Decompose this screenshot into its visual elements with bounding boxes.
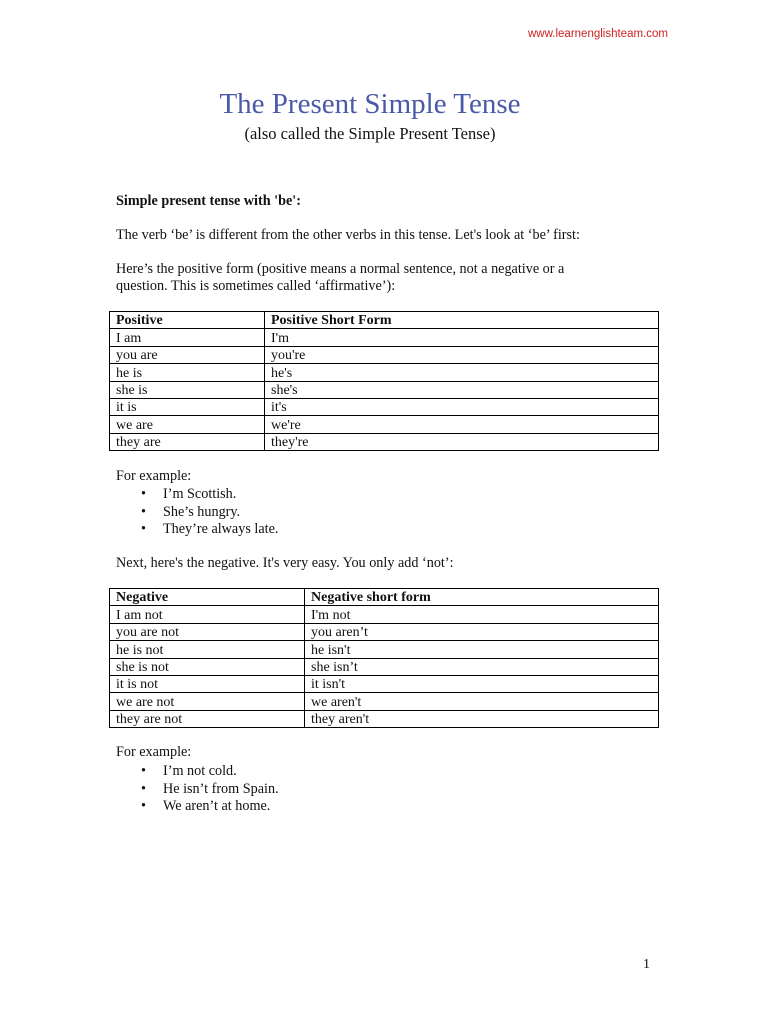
table-cell: I'm not (305, 606, 659, 623)
table-row (110, 675, 659, 692)
table-cell: she's (265, 381, 659, 398)
example-text: I’m not cold. (163, 763, 237, 779)
table-cell: he is (110, 364, 265, 381)
table-cell: he is not (110, 641, 305, 658)
table-cell: you're (265, 346, 659, 363)
table-cell: I'm (265, 329, 659, 346)
list-item (116, 798, 279, 816)
list-item (116, 763, 279, 781)
example-text: They’re always late. (163, 521, 279, 537)
table-cell: I am (110, 329, 265, 346)
page-subtitle: (also called the Simple Present Tense) (244, 124, 496, 143)
negative-intro: Next, here's the negative. It's very easy. You only add ‘not’: (116, 555, 454, 571)
table-cell: it isn't (305, 675, 659, 692)
table-cell: it is (110, 398, 265, 415)
table-cell: she is not (110, 658, 305, 675)
table-cell: they are not (110, 710, 305, 727)
intro-paragraph: The verb ‘be’ is different from the other verbs in this tense. Let's look at ‘be’ first: (116, 227, 580, 243)
positive-intro-line-2: question. This is sometimes called ‘affirmative’): (116, 278, 396, 294)
page-title: The Present Simple Tense (219, 88, 521, 120)
table-row (110, 710, 659, 727)
bullet-icon: • (141, 763, 146, 779)
table-cell: you are (110, 346, 265, 363)
negative-table (109, 588, 659, 728)
table-cell: we are not (110, 693, 305, 710)
table-cell: they aren't (305, 710, 659, 727)
table-cell: we are (110, 416, 265, 433)
positive-examples-label: For example: (116, 468, 192, 484)
table-row (110, 416, 659, 433)
table-cell: they are (110, 433, 265, 450)
example-text: She’s hungry. (163, 503, 241, 520)
page-number: 1 (643, 957, 650, 972)
bullet-icon: • (141, 780, 146, 797)
table-header-cell: Positive Short Form (265, 312, 659, 329)
list-item (116, 486, 278, 504)
site-url-link[interactable]: www.learnenglishteam.com (528, 28, 668, 40)
table-row (110, 433, 659, 450)
table-cell: we're (265, 416, 659, 433)
section-heading: Simple present tense with 'be': (116, 193, 301, 209)
table-header-cell: Negative (110, 589, 305, 606)
list-item (116, 781, 279, 799)
table-row (110, 658, 659, 675)
table-row (110, 641, 659, 658)
list-item (116, 521, 278, 539)
table-header-row (110, 589, 659, 606)
list-item (116, 504, 278, 522)
table-cell: he's (265, 364, 659, 381)
table-row (110, 693, 659, 710)
table-cell: it's (265, 398, 659, 415)
positive-table (109, 311, 659, 451)
table-row (110, 606, 659, 623)
table-header-cell: Negative short form (305, 589, 659, 606)
positive-intro-line-1: Here’s the positive form (positive means a normal sentence, not a negative or a (116, 261, 565, 277)
table-cell: we aren't (305, 693, 659, 710)
bullet-icon: • (141, 798, 146, 814)
table-cell: she is (110, 381, 265, 398)
table-row (110, 346, 659, 363)
bullet-icon: • (141, 521, 146, 537)
table-row (110, 623, 659, 640)
table-cell: you are not (110, 623, 305, 640)
example-text: I’m Scottish. (163, 486, 237, 502)
table-header-row (110, 312, 659, 329)
table-cell: it is not (110, 675, 305, 692)
bullet-icon: • (141, 503, 146, 520)
example-text: He isn’t from Spain. (163, 780, 279, 797)
table-cell: you aren’t (305, 623, 659, 640)
negative-examples-list (116, 763, 279, 816)
table-row (110, 398, 659, 415)
table-cell: they're (265, 433, 659, 450)
positive-examples-list (116, 486, 278, 539)
table-row (110, 364, 659, 381)
table-cell: I am not (110, 606, 305, 623)
table-cell: she isn’t (305, 658, 659, 675)
example-text: We aren’t at home. (163, 798, 271, 814)
bullet-icon: • (141, 486, 146, 502)
table-row (110, 329, 659, 346)
table-header-cell: Positive (110, 312, 265, 329)
negative-examples-label: For example: (116, 744, 192, 760)
table-cell: he isn't (305, 641, 659, 658)
table-row (110, 381, 659, 398)
